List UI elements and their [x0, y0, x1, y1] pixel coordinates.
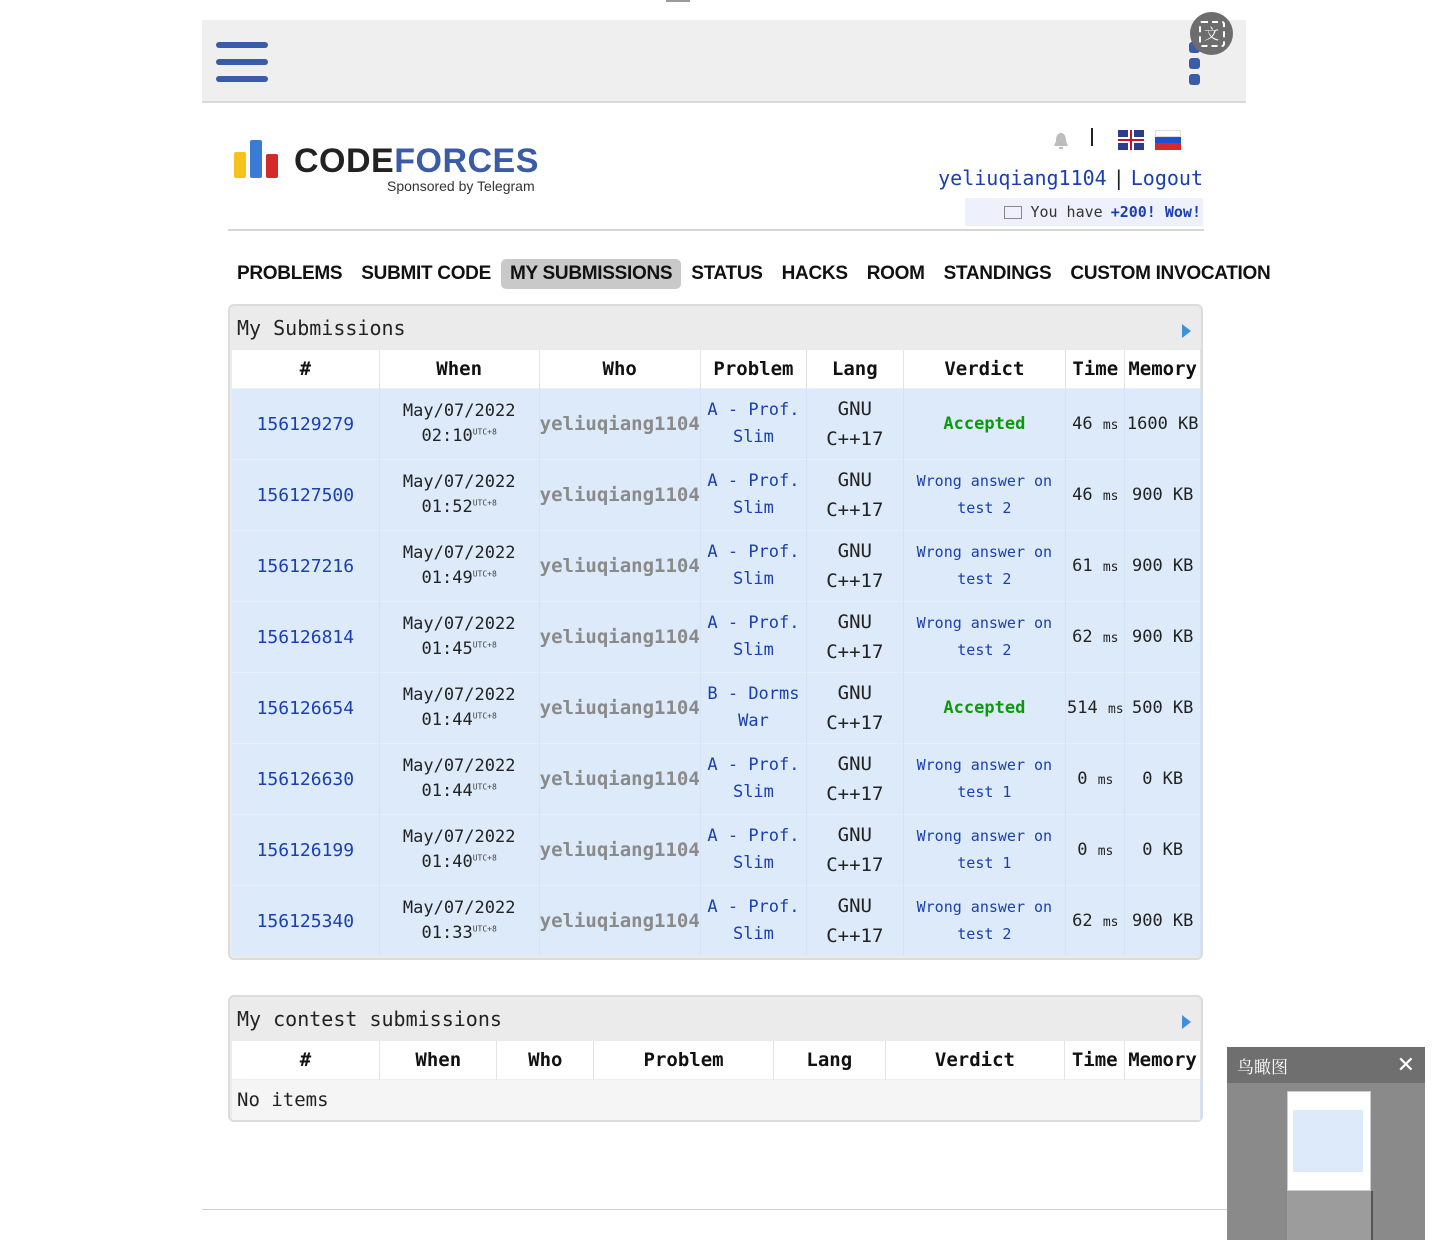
submission-time: May/07/2022 $02:10^{UTC+8}$	[379, 389, 539, 460]
verdict-cell[interactable]: Wrong answer on test 2	[903, 886, 1066, 957]
column-header: Who	[539, 350, 700, 389]
memory-cell: 1600 KB	[1125, 389, 1201, 460]
panel-title: My contest submissions	[230, 997, 1201, 1041]
expand-arrow-icon[interactable]	[1182, 324, 1191, 338]
problem-link[interactable]: A - Prof. Slim	[700, 389, 806, 460]
table-row	[232, 886, 1201, 957]
author-link[interactable]: yeliuqiang1104	[539, 531, 700, 602]
header-divider	[1091, 128, 1093, 146]
language-cell: GNU C++17	[807, 744, 903, 815]
nav-custom-invocation[interactable]: CUSTOM INVOCATION	[1070, 263, 1271, 284]
submission-time: May/07/2022 $01:52^{UTC+8}$	[379, 460, 539, 531]
column-header: When	[379, 350, 539, 389]
verdict-cell[interactable]: Accepted	[903, 389, 1066, 460]
header-divider-line	[228, 229, 1204, 231]
minimap-title: 鸟瞰图	[1237, 1057, 1288, 1078]
verdict-cell[interactable]: Accepted	[903, 673, 1066, 744]
logo-wordmark: CODEFORCES	[294, 142, 539, 180]
uk-flag-icon[interactable]	[1118, 130, 1144, 150]
footer-divider	[202, 1209, 1246, 1210]
language-cell: GNU C++17	[807, 460, 903, 531]
username-link[interactable]: yeliuqiang1104	[938, 166, 1107, 190]
submission-time: May/07/2022 $01:44^{UTC+8}$	[379, 744, 539, 815]
contest-submissions-panel	[228, 995, 1203, 1122]
ru-flag-icon[interactable]	[1155, 130, 1181, 150]
memory-cell: 0 KB	[1125, 744, 1201, 815]
bell-icon[interactable]	[1053, 132, 1069, 150]
language-cell: GNU C++17	[807, 673, 903, 744]
author-link[interactable]: yeliuqiang1104	[539, 886, 700, 957]
author-link[interactable]: yeliuqiang1104	[539, 602, 700, 673]
language-cell: GNU C++17	[807, 815, 903, 886]
submission-time: May/07/2022 $01:45^{UTC+8}$	[379, 602, 539, 673]
table-row	[232, 389, 1201, 460]
empty-state: No items	[232, 1080, 1201, 1121]
column-header: Memory	[1125, 1041, 1201, 1080]
submission-id-link[interactable]: 156126654	[232, 673, 379, 744]
memory-cell: 0 KB	[1125, 815, 1201, 886]
submissions-table	[232, 350, 1201, 956]
nav-problems[interactable]: PROBLEMS	[237, 263, 343, 284]
header-user-area	[938, 124, 1203, 234]
logout-link[interactable]: Logout	[1130, 166, 1203, 190]
language-cell: GNU C++17	[807, 389, 903, 460]
submission-id-link[interactable]: 156127500	[232, 460, 379, 531]
problem-link[interactable]: A - Prof. Slim	[700, 886, 806, 957]
table-row	[232, 460, 1201, 531]
translate-icon: 文	[1199, 21, 1225, 47]
time-cell: 0 ms	[1066, 815, 1125, 886]
time-cell: 46 ms	[1066, 460, 1125, 531]
submission-id-link[interactable]: 156126814	[232, 602, 379, 673]
memory-cell: 900 KB	[1125, 531, 1201, 602]
translate-button[interactable]	[1190, 12, 1233, 55]
verdict-cell[interactable]: Wrong answer on test 2	[903, 531, 1066, 602]
memory-cell: 900 KB	[1125, 602, 1201, 673]
column-header: Who	[497, 1041, 594, 1080]
table-header-row	[232, 350, 1201, 389]
column-header: #	[232, 350, 379, 389]
verdict-cell[interactable]: Wrong answer on test 1	[903, 815, 1066, 886]
column-header: Memory	[1125, 350, 1201, 389]
nav-room[interactable]: ROOM	[866, 263, 925, 284]
column-header: Lang	[807, 350, 903, 389]
author-link[interactable]: yeliuqiang1104	[539, 460, 700, 531]
promo-amount[interactable]: +200! Wow!	[1110, 203, 1201, 221]
menu-icon[interactable]	[216, 42, 270, 84]
table-row	[232, 531, 1201, 602]
column-header: #	[232, 1041, 380, 1080]
logo-bars-icon	[232, 138, 282, 178]
expand-arrow-icon[interactable]	[1182, 1015, 1191, 1029]
author-link[interactable]: yeliuqiang1104	[539, 673, 700, 744]
minimap-thumbnail[interactable]	[1287, 1091, 1371, 1191]
table-header-row	[232, 1041, 1201, 1080]
column-header: Lang	[773, 1041, 885, 1080]
submission-time: May/07/2022 $01:44^{UTC+8}$	[379, 673, 539, 744]
memory-cell: 900 KB	[1125, 886, 1201, 957]
contest-table	[232, 1041, 1201, 1120]
top-scroll-indicator	[666, 0, 690, 2]
submission-time: May/07/2022 $01:49^{UTC+8}$	[379, 531, 539, 602]
problem-link[interactable]: A - Prof. Slim	[700, 602, 806, 673]
problem-link[interactable]: B - Dorms War	[700, 673, 806, 744]
codeforces-logo[interactable]	[232, 138, 562, 198]
submission-id-link[interactable]: 156126199	[232, 815, 379, 886]
promo-text: You have	[1030, 203, 1103, 221]
column-header: Problem	[700, 350, 806, 389]
verdict-cell[interactable]: Wrong answer on test 1	[903, 744, 1066, 815]
verdict-cell[interactable]: Wrong answer on test 2	[903, 602, 1066, 673]
main-nav	[228, 258, 1280, 290]
problem-link[interactable]: A - Prof. Slim	[700, 815, 806, 886]
verdict-cell[interactable]: Wrong answer on test 2	[903, 460, 1066, 531]
author-link[interactable]: yeliuqiang1104	[539, 744, 700, 815]
language-cell: GNU C++17	[807, 886, 903, 957]
column-header: Time	[1066, 350, 1125, 389]
submission-time: May/07/2022 $01:40^{UTC+8}$	[379, 815, 539, 886]
language-cell: GNU C++17	[807, 531, 903, 602]
minimap-panel	[1227, 1047, 1425, 1240]
table-row	[232, 673, 1201, 744]
time-cell: 46 ms	[1066, 389, 1125, 460]
memory-cell: 900 KB	[1125, 460, 1201, 531]
nav-status[interactable]: STATUS	[691, 263, 763, 284]
panel-title: My Submissions	[230, 306, 1201, 350]
author-link[interactable]: yeliuqiang1104	[539, 389, 700, 460]
submission-id-link[interactable]: 156127216	[232, 531, 379, 602]
column-header: When	[380, 1041, 497, 1080]
minimap-viewport[interactable]	[1287, 1191, 1373, 1240]
browser-top-bar	[202, 20, 1246, 103]
envelope-icon	[1004, 206, 1022, 219]
column-header: Time	[1065, 1041, 1125, 1080]
problem-link[interactable]: A - Prof. Slim	[700, 460, 806, 531]
user-line: yeliuqiang1104 | Logout	[938, 166, 1203, 190]
my-submissions-panel	[228, 304, 1203, 960]
time-cell: 0 ms	[1066, 744, 1125, 815]
logo-sponsor-text: Sponsored by Telegram	[387, 178, 535, 194]
time-cell: 61 ms	[1066, 531, 1125, 602]
table-row	[232, 815, 1201, 886]
submission-id-link[interactable]: 156129279	[232, 389, 379, 460]
table-row	[232, 744, 1201, 815]
column-header: Verdict	[903, 350, 1066, 389]
time-cell: 514 ms	[1066, 673, 1125, 744]
nav-standings[interactable]: STANDINGS	[943, 263, 1052, 284]
table-row	[232, 602, 1201, 673]
time-cell: 62 ms	[1066, 886, 1125, 957]
problem-link[interactable]: A - Prof. Slim	[700, 744, 806, 815]
column-header: Problem	[594, 1041, 774, 1080]
language-cell: GNU C++17	[807, 602, 903, 673]
submission-time: May/07/2022 $01:33^{UTC+8}$	[379, 886, 539, 957]
submission-id-link[interactable]: 156125340	[232, 886, 379, 957]
nav-submit-code[interactable]: SUBMIT CODE	[361, 263, 491, 284]
nav-my-submissions[interactable]: MY SUBMISSIONS	[501, 259, 681, 289]
problem-link[interactable]: A - Prof. Slim	[700, 531, 806, 602]
column-header: Verdict	[885, 1041, 1065, 1080]
time-cell: 62 ms	[1066, 602, 1125, 673]
promo-banner[interactable]	[965, 198, 1203, 226]
author-link[interactable]: yeliuqiang1104	[539, 815, 700, 886]
memory-cell: 500 KB	[1125, 673, 1201, 744]
close-icon[interactable]: ✕	[1396, 1052, 1415, 1078]
nav-hacks[interactable]: HACKS	[781, 263, 848, 284]
submission-id-link[interactable]: 156126630	[232, 744, 379, 815]
